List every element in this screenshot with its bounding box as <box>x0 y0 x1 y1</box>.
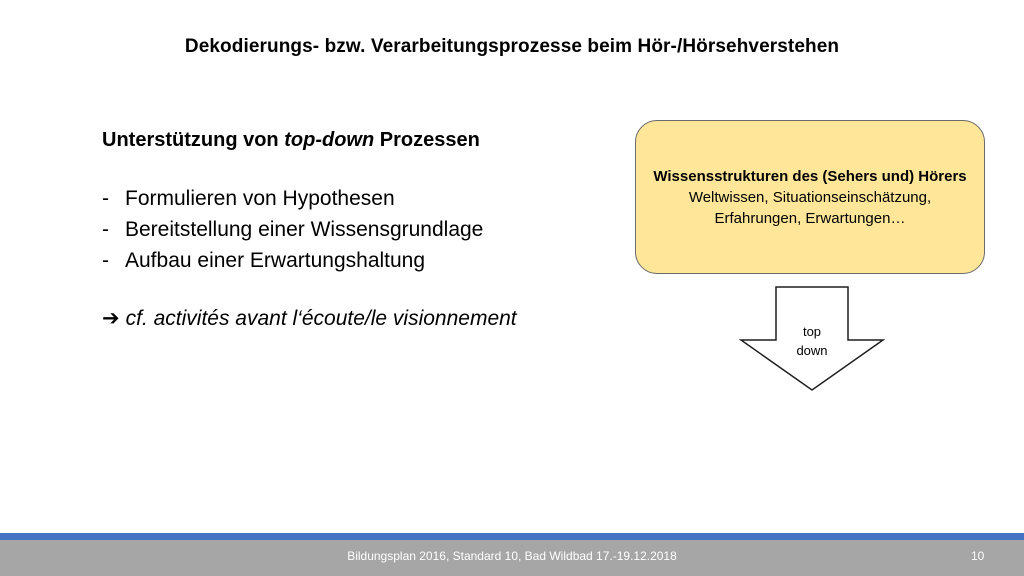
arrow-label-line-2: down <box>796 343 828 358</box>
bullet-item: - Formulieren von Hypothesen <box>102 183 483 214</box>
footer-text: Bildungsplan 2016, Standard 10, Bad Wildbad 17.-19.12.2018 <box>347 549 677 563</box>
subheading-suffix: Prozessen <box>374 129 480 151</box>
bullet-item: - Aufbau einer Erwartungshaltung <box>102 245 483 276</box>
footer-rule <box>0 533 1024 540</box>
subheading <box>102 129 480 152</box>
box-line-1: Weltwissen, Situationseinschätzung, <box>688 188 932 206</box>
right-arrow-icon: ➔ <box>102 307 120 330</box>
page-number: 10 <box>971 549 985 563</box>
subheading-prefix: Unterstützung von <box>102 129 285 151</box>
knowledge-structures-box <box>635 120 985 274</box>
arrow-label-line-1: top <box>802 324 822 339</box>
bullet-item: - Bereitstellung einer Wissensgrundlage <box>102 214 483 245</box>
bullet-list <box>102 183 483 276</box>
conclusion-text: cf. activités avant l‘écoute/le visionnement <box>125 307 517 330</box>
conclusion-line <box>102 306 517 331</box>
slide-title: Dekodierungs- bzw. Verarbeitungsprozesse beim Hör-/Hörsehverstehen <box>184 36 840 57</box>
box-line-2: Erfahrungen, Erwartungen… <box>714 209 906 227</box>
subheading-emphasis: top-down <box>284 129 375 151</box>
arrow-label <box>776 322 848 360</box>
box-title: Wissensstrukturen des (Sehers und) Hörers <box>653 167 967 185</box>
